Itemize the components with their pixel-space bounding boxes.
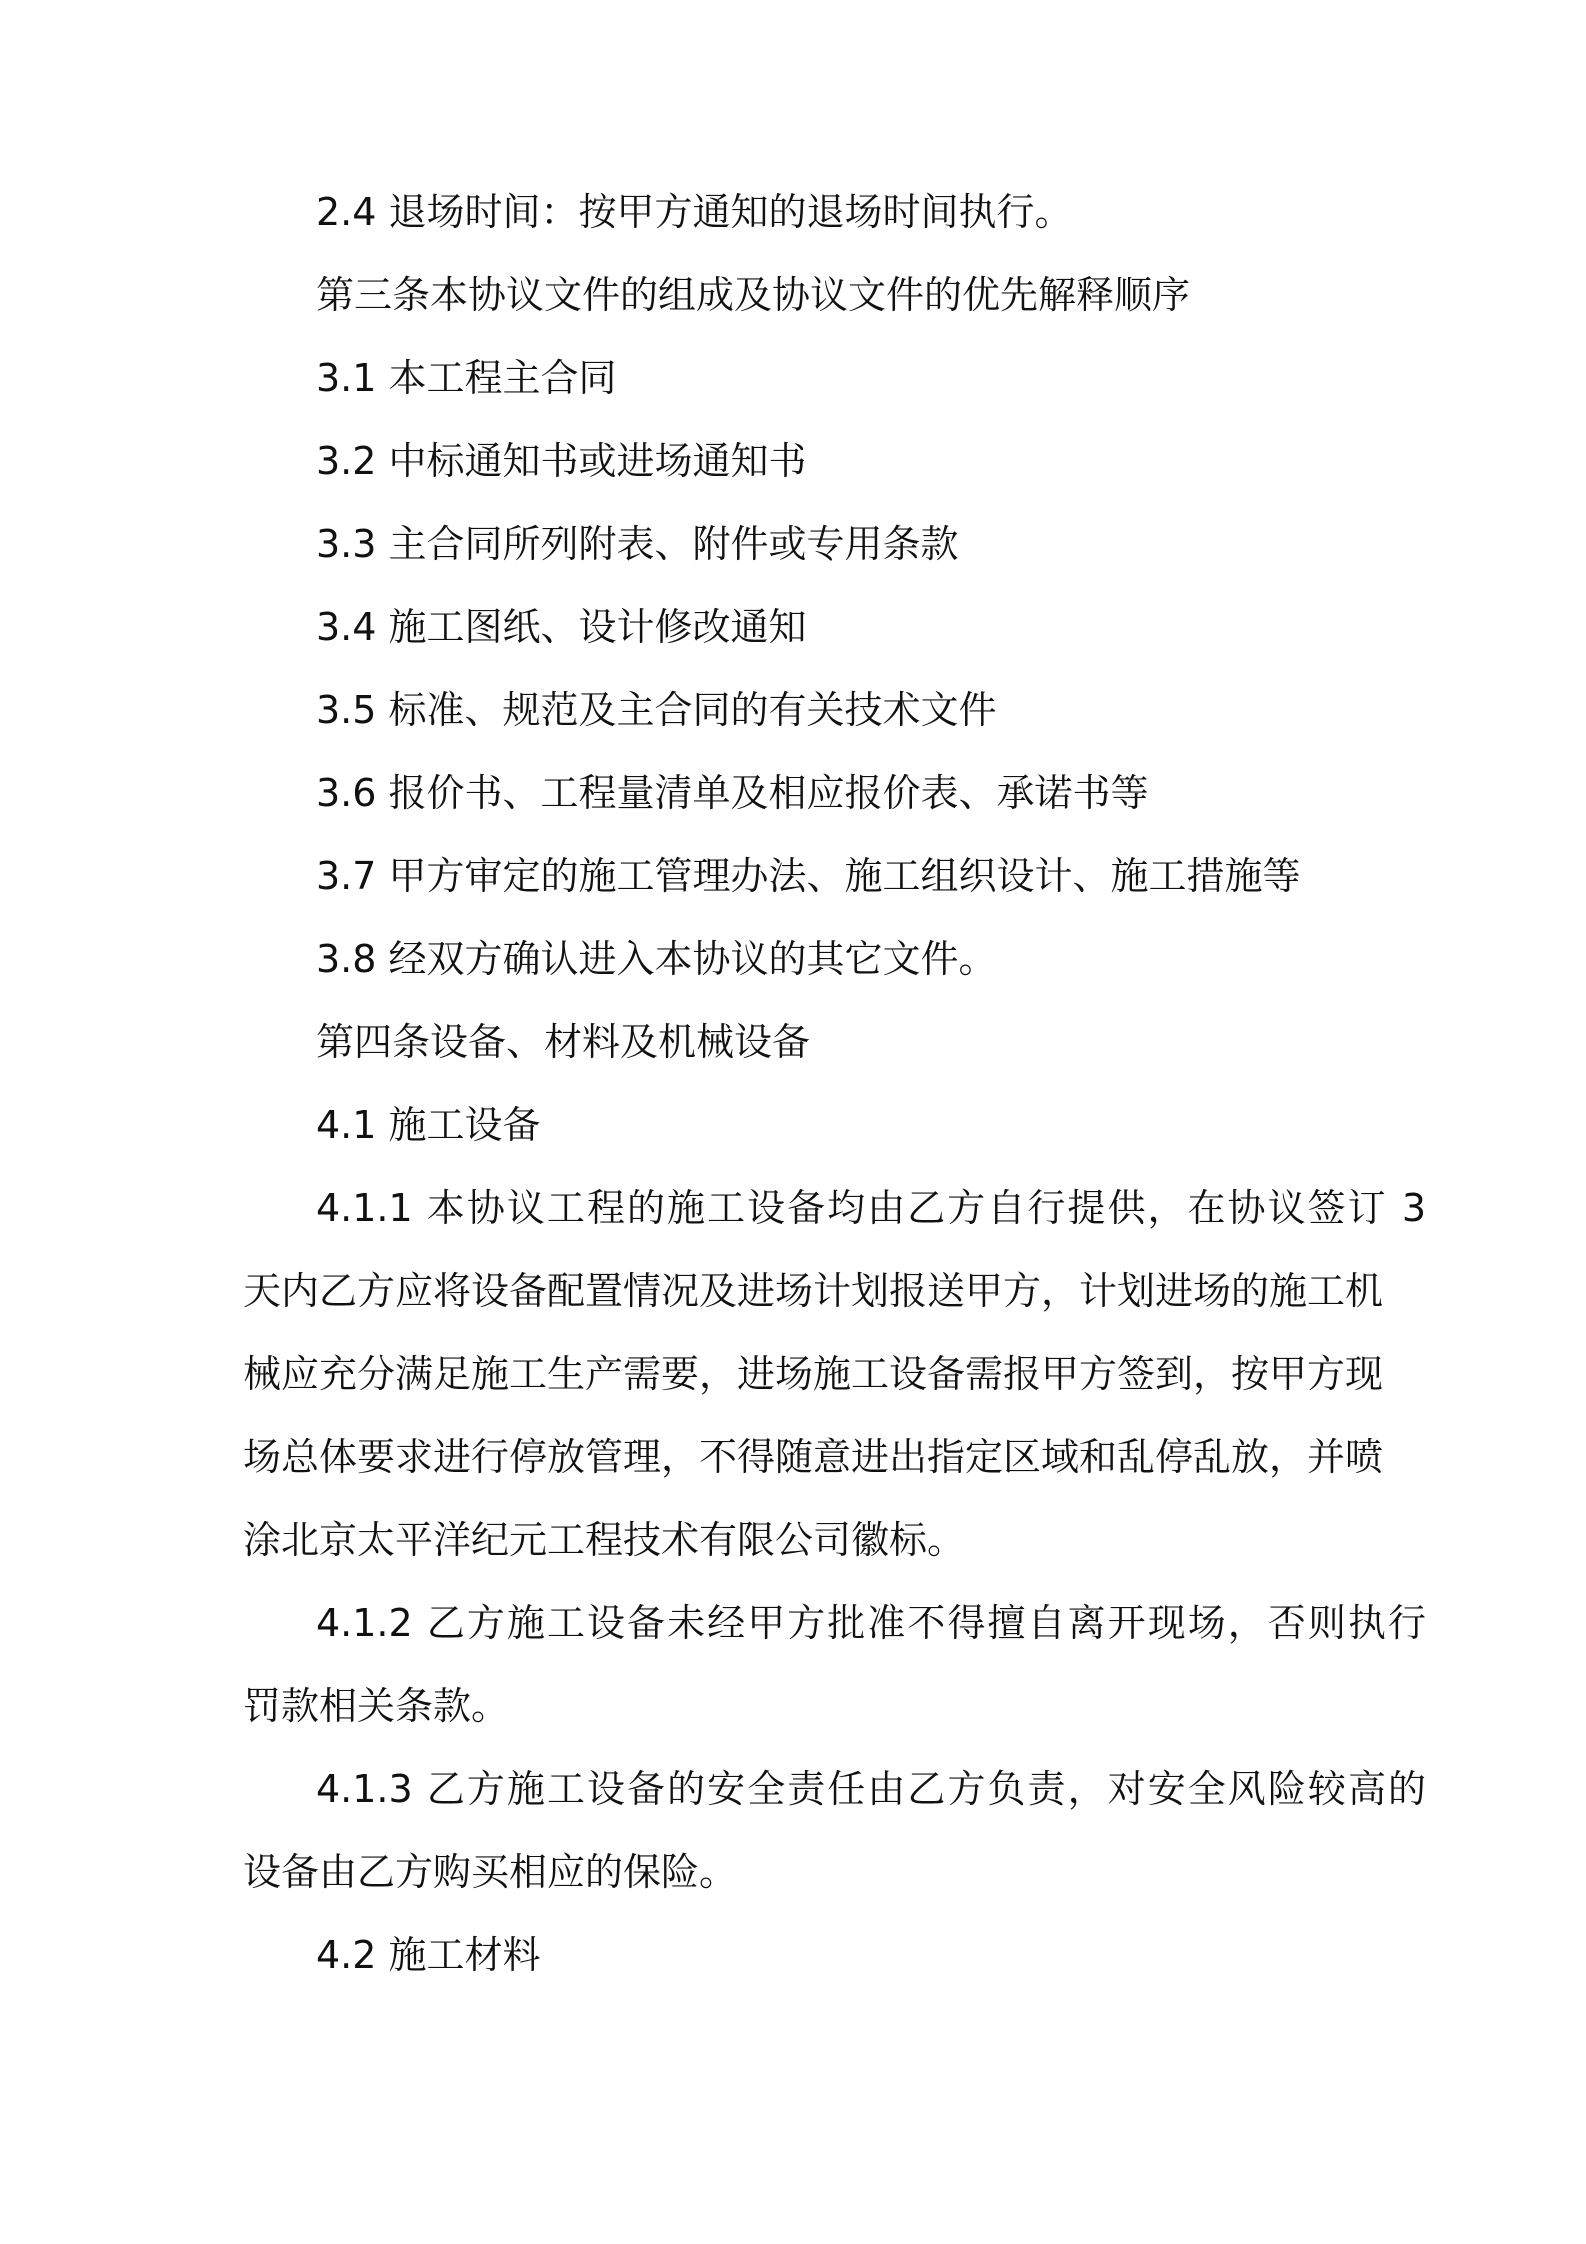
clause-4-1: 4.1 施工设备 (316, 1103, 541, 1147)
clause-2-4: 2.4 退场时间：按甲方通知的退场时间执行。 (316, 190, 1073, 234)
clause-4-1-1-line: 涂北京太平洋纪元工程技术有限公司徽标。 (243, 1518, 966, 1562)
clause-3-2: 3.2 中标通知书或进场通知书 (316, 439, 807, 483)
clause-4-1-2 (243, 1601, 1426, 1728)
clause-4-1-3 (243, 1767, 1426, 1894)
clause-3-8: 3.8 经双方确认进入本协议的其它文件。 (316, 937, 997, 981)
clause-4-1-3-line: 4.1.3 乙方施工设备的安全责任由乙方负责，对安全风险较高的 (316, 1767, 1426, 1811)
clause-4-1-3-line: 设备由乙方购买相应的保险。 (243, 1850, 738, 1894)
clause-4-1-2-line: 罚款相关条款。 (243, 1684, 510, 1728)
clause-3-5: 3.5 标准、规范及主合同的有关技术文件 (316, 688, 997, 732)
clause-3-4: 3.4 施工图纸、设计修改通知 (316, 605, 807, 649)
clause-3-7: 3.7 甲方审定的施工管理办法、施工组织设计、施工措施等 (316, 854, 1301, 898)
document-body (243, 190, 1426, 2017)
clause-4-1-1-line: 天内乙方应将设备配置情况及进场计划报送甲方，计划进场的施工机 (243, 1269, 1384, 1313)
clause-3-1: 3.1 本工程主合同 (316, 356, 617, 400)
clause-4-1-1-line: 4.1.1 本协议工程的施工设备均由乙方自行提供，在协议签订 3 (316, 1186, 1426, 1230)
clause-4-1-1-line: 场总体要求进行停放管理，不得随意进出指定区域和乱停乱放，并喷 (243, 1435, 1384, 1479)
clause-4-1-1-line: 械应充分满足施工生产需要，进场施工设备需报甲方签到，按甲方现 (243, 1352, 1384, 1396)
article-3-heading: 第三条本协议文件的组成及协议文件的优先解释顺序 (316, 273, 1191, 317)
clause-3-6: 3.6 报价书、工程量清单及相应报价表、承诺书等 (316, 771, 1149, 815)
clause-4-1-1 (243, 1186, 1426, 1562)
clause-4-2: 4.2 施工材料 (316, 1933, 541, 1977)
article-4-heading: 第四条设备、材料及机械设备 (316, 1020, 811, 1064)
clause-4-1-2-line: 4.1.2 乙方施工设备未经甲方批准不得擅自离开现场，否则执行 (316, 1601, 1426, 1645)
clause-3-3: 3.3 主合同所列附表、附件或专用条款 (316, 522, 959, 566)
